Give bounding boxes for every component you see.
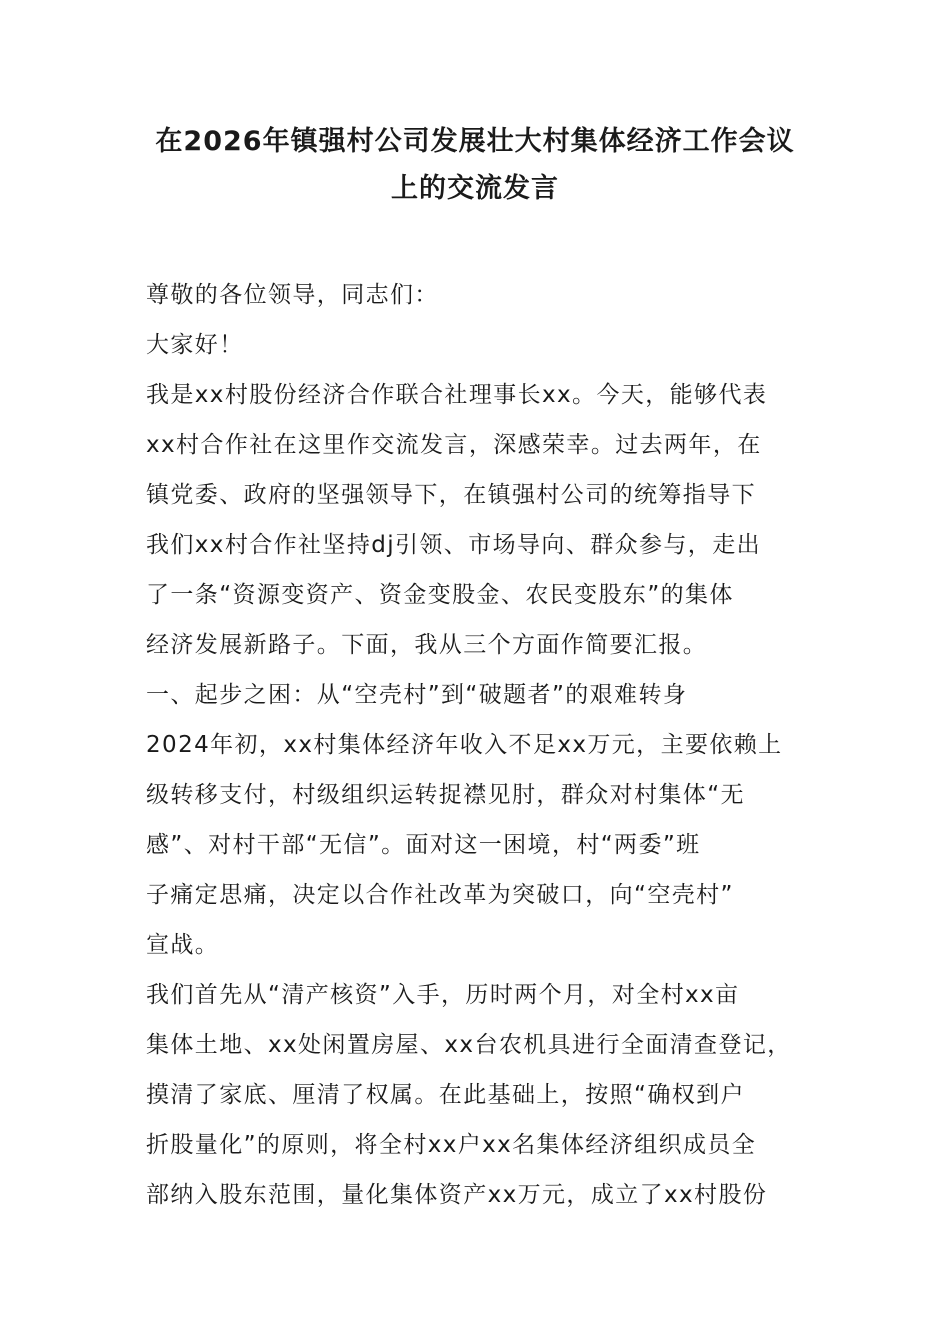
body-line: 集体土地、xx处闲置房屋、xx台农机具进行全面清查登记， [146,1032,792,1058]
body-line: 了一条“资源变资产、资金变股金、农民变股东”的集体 [146,582,734,608]
body-line: 子痛定思痛，决定以合作社改革为突破口，向“空壳村” [146,882,734,908]
body-line: 经济发展新路子。下面，我从三个方面作简要汇报。 [146,632,708,658]
body-line: 部纳入股东范围，量化集体资产xx万元，成立了xx村股份 [146,1182,768,1208]
body-line: 镇党委、政府的坚强领导下，在镇强村公司的统筹指导下 [146,482,756,508]
document-body [146,270,808,1220]
body-line: 大家好！ [146,332,244,358]
body-line: 尊敬的各位领导，同志们： [146,282,439,308]
body-line: 级转移支付，村级组织运转捉襟见肘，群众对村集体“无 [146,782,745,808]
body-line: 我是xx村股份经济合作联合社理事长xx。今天，能够代表 [146,382,768,408]
title-line-2: 上的交流发言 [391,173,559,204]
body-line: 宣战。 [146,932,220,958]
body-line: 感”、对村干部“无信”。面对这一困境，村“两委”班 [146,832,701,858]
section-heading: 一、起步之困：从“空壳村”到“破题者”的艰难转身 [146,682,688,708]
body-line: 2024年初，xx村集体经济年收入不足xx万元，主要依赖上 [146,732,783,758]
body-line: 我们xx村合作社坚持dj引领、市场导向、群众参与，走出 [146,532,762,558]
body-line: 摸清了家底、厘清了权属。在此基础上，按照“确权到户 [146,1082,745,1108]
document-title [120,118,830,212]
title-line-1: 在2026年镇强村公司发展壮大村集体经济工作会议 [155,126,795,157]
body-line: xx村合作社在这里作交流发言，深感荣幸。过去两年，在 [146,432,762,458]
body-line: 折股量化”的原则，将全村xx户xx名集体经济组织成员全 [146,1132,757,1158]
body-line: 我们首先从“清产核资”入手，历时两个月，对全村xx亩 [146,982,740,1008]
